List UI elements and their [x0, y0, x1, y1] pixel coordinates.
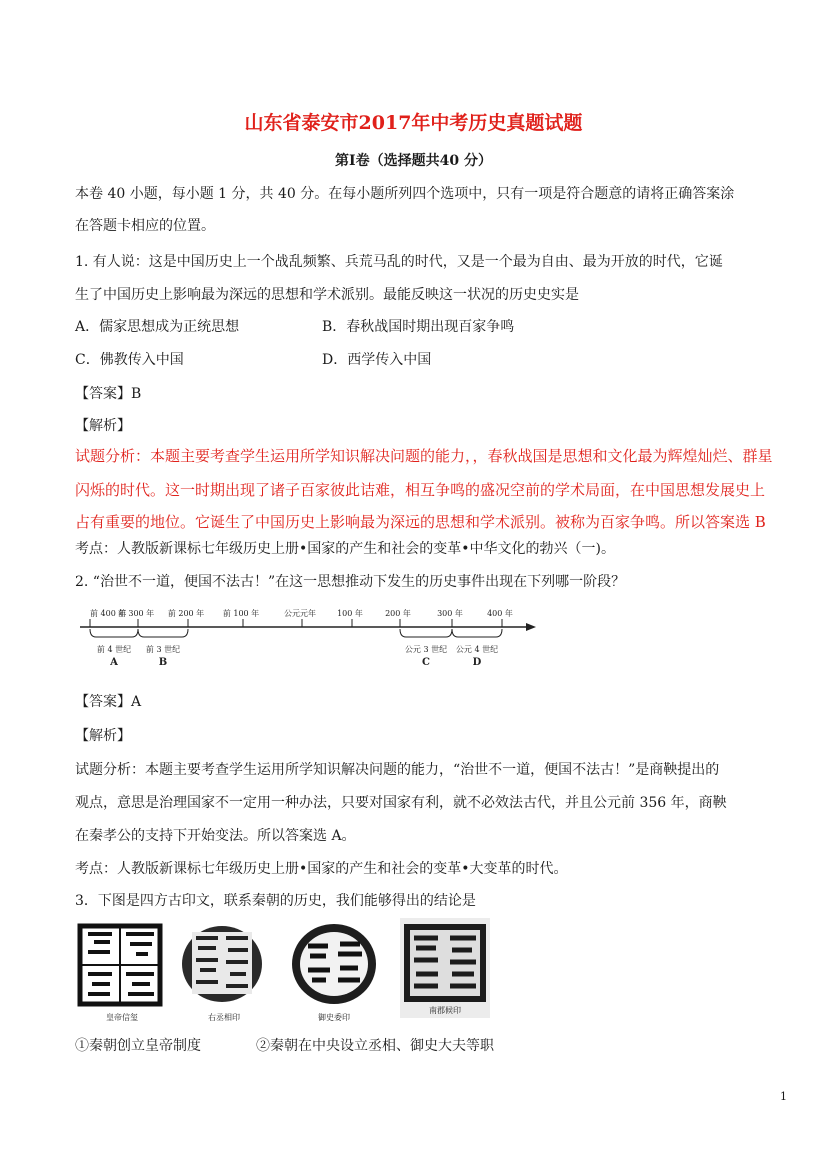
seal-image-1 — [76, 918, 168, 1026]
q3-stem: 3．下图是四方古印文，联系秦朝的历史，我们能够得出的结论是 — [75, 893, 476, 909]
q2-answer: 【答案】A — [75, 694, 142, 710]
timeline-span-letter: C — [422, 657, 430, 668]
seal-caption-2: 右丞相印 — [208, 1013, 240, 1022]
q1-answer: 【答案】B — [75, 386, 142, 402]
timeline-tick-label: 100 年 — [337, 609, 363, 618]
timeline-span-bracket — [400, 629, 452, 637]
q1-analysis-line-1: 试题分析：本题主要考查学生运用所学知识解决问题的能力，，春秋战国是思想和文化最为辉煌灿烂、群星 — [75, 447, 773, 465]
q2-analysis-line-3: 在秦孝公的支持下开始变法。所以答案选 A。 — [75, 828, 356, 844]
timeline-span-letter: B — [158, 657, 168, 668]
timeline-figure — [78, 605, 538, 680]
timeline-tick-label: 200 年 — [385, 609, 411, 618]
timeline-tick-label: 前 400 年 — [90, 609, 127, 618]
q1-analysis-line-2: 闪烁的时代。这一时期出现了诸子百家彼此诘难，相互争鸣的盛况空前的学术局面，在中国思想发展史上 — [75, 481, 766, 499]
q1-option-d: D．西学传入中国 — [322, 352, 432, 368]
timeline-tick-label: 前 200 年 — [167, 609, 205, 618]
seal-image-3 — [288, 918, 380, 1026]
timeline-tick-label: 前 100 年 — [222, 609, 260, 618]
q1-stem-line-2: 生了中国历史上影响最为深远的思想和学术派别。最能反映这一状况的历史史实是 — [75, 287, 579, 303]
document-title: 山东省泰安市2017年中考历史真题试题 — [244, 112, 583, 134]
q2-stem: 2. “治世不一道，便国不法古！”在这一思想推动下发生的历史事件出现在下列哪一阶段？ — [75, 574, 626, 590]
q3-option-2: ②秦朝在中央设立丞相、御史大夫等职 — [256, 1038, 494, 1054]
q1-option-a: A．儒家思想成为正统思想 — [75, 319, 240, 335]
q2-analysis-line-1: 试题分析：本题主要考查学生运用所学知识解决问题的能力，“治世不一道，便国不法古！”是商鞅提出的 — [75, 762, 720, 778]
timeline-span-label: 前 4 世纪 — [96, 645, 132, 654]
q1-stem-line-1: 1. 有人说：这是中国历史上一个战乱频繁、兵荒马乱的时代，又是一个最为自由、最为开放的时代，它诞 — [75, 254, 723, 270]
seal-caption-1: 皇帝信玺 — [106, 1013, 138, 1022]
timeline-span-letter: A — [110, 657, 118, 668]
q1-option-c: C．佛教传入中国 — [75, 352, 184, 368]
timeline-tick-label: 前 300 年 — [117, 609, 155, 618]
q1-option-b: B．春秋战国时期出现百家争鸣 — [322, 319, 515, 335]
timeline-span-bracket — [138, 629, 188, 637]
timeline-span-label: 公元 4 世纪 — [455, 645, 499, 654]
intro-line-2: 在答题卡相应的位置。 — [75, 218, 215, 234]
q2-analysis-label: 【解析】 — [75, 728, 131, 744]
q1-knowledge-point: 考点：人教版新课标七年级历史上册•国家的产生和社会的变革•中华文化的勃兴（一)。 — [75, 541, 615, 557]
seal-image-2 — [178, 918, 268, 1026]
seal-image-4 — [398, 918, 493, 1026]
section-heading: 第Ⅰ卷（选择题共40 分） — [335, 153, 492, 169]
timeline-tick-label: 400 年 — [487, 609, 513, 618]
q2-knowledge-point: 考点：人教版新课标七年级历史上册•国家的产生和社会的变革•大变革的时代。 — [75, 861, 568, 877]
q3-option-1: ①秦朝创立皇帝制度 — [75, 1038, 201, 1054]
timeline-span-label: 前 3 世纪 — [145, 645, 181, 654]
timeline-tick-label: 300 年 — [437, 609, 463, 618]
seal-caption-3: 御史委印 — [318, 1013, 350, 1022]
timeline-span-bracket — [452, 629, 502, 637]
timeline-arrow — [526, 623, 536, 631]
q1-analysis-line-3: 占有重要的地位。它诞生了中国历史上影响最为深远的思想和学术派别。被称为百家争鸣。所以答案选 B — [75, 513, 766, 531]
timeline-span-label: 公元 3 世纪 — [404, 645, 448, 654]
q1-analysis-label: 【解析】 — [75, 418, 131, 434]
intro-line-1: 本卷 40 小题，每小题 1 分，共 40 分。在每小题所列四个选项中，只有一项是符合题意的请将正确答案涂 — [75, 186, 735, 202]
timeline-tick-label: 公元元年 — [284, 609, 316, 618]
page-number: 1 — [780, 1090, 787, 1103]
timeline-span-bracket — [90, 629, 138, 637]
seal-caption-4: 南郡候印 — [429, 1006, 461, 1015]
q2-analysis-line-2: 观点，意思是治理国家不一定用一种办法，只要对国家有利，就不必效法古代，并且公元前 356 年，商鞅 — [75, 795, 727, 811]
timeline-span-letter: D — [472, 657, 482, 668]
